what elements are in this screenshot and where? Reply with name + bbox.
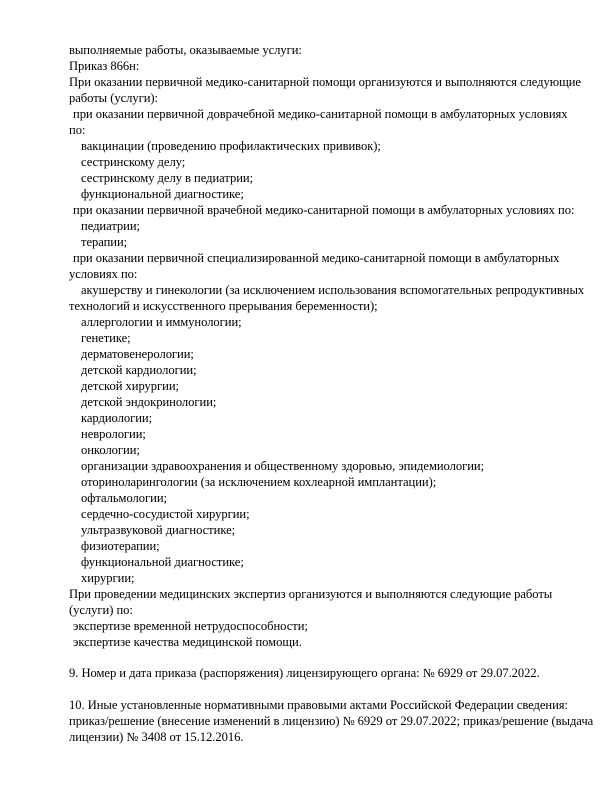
text-line: функциональной диагностике; bbox=[81, 187, 244, 201]
text-line: терапии; bbox=[81, 235, 128, 249]
text-line: экспертизе качества медицинской помощи. bbox=[73, 635, 302, 649]
text-line: педиатрии; bbox=[81, 219, 141, 233]
text-line: организации здравоохранения и общественному здоровью, эпидемиологии; bbox=[81, 459, 485, 473]
text-line: акушерству и гинекологии (за исключением использования вспомогательных репродуктивных bbox=[81, 283, 585, 297]
text-line: (услуги) по: bbox=[69, 603, 133, 617]
text-line: лицензии) № 3408 от 15.12.2016. bbox=[69, 730, 244, 744]
text-line: сестринскому делу; bbox=[81, 155, 186, 169]
text-line: онкологии; bbox=[81, 443, 140, 457]
text-line: детской хирургии; bbox=[81, 379, 179, 393]
text-line: приказ/решение (внесение изменений в лицензию) № 6929 от 29.07.2022; приказ/решение (выдача bbox=[69, 714, 594, 728]
text-line: неврологии; bbox=[81, 427, 146, 441]
text-line: детской эндокринологии; bbox=[81, 395, 217, 409]
text-line: работы (услуги): bbox=[69, 91, 158, 105]
text-line: кардиологии; bbox=[81, 411, 153, 425]
text-line: физиотерапии; bbox=[81, 539, 160, 553]
text-line: сердечно-сосудистой хирургии; bbox=[81, 507, 250, 521]
text-line: при оказании первичной специализированной медико-санитарной помощи в амбулаторных bbox=[73, 251, 560, 265]
text-line: детской кардиологии; bbox=[81, 363, 197, 377]
text-line: выполняемые работы, оказываемые услуги: bbox=[69, 43, 302, 57]
text-line: сестринскому делу в педиатрии; bbox=[81, 171, 254, 185]
text-line: условиях по: bbox=[69, 267, 138, 281]
text-line: по: bbox=[69, 123, 86, 137]
text-line: вакцинации (проведению профилактических прививок); bbox=[81, 139, 381, 153]
text-line: при оказании первичной доврачебной медико-санитарной помощи в амбулаторных условиях bbox=[73, 107, 568, 121]
text-line: оториноларингологии (за исключением кохлеарной имплантации); bbox=[81, 475, 437, 489]
text-line: технологий и искусственного прерывания беременности); bbox=[69, 299, 378, 313]
text-line: офтальмологии; bbox=[81, 491, 167, 505]
text-line: функциональной диагностике; bbox=[81, 555, 244, 569]
section-9-line: 9. Номер и дата приказа (распоряжения) лицензирующего органа: № 6929 от 29.07.2022. bbox=[69, 666, 540, 680]
text-line: ультразвуковой диагностике; bbox=[81, 523, 236, 537]
text-line: При оказании первичной медико-санитарной помощи организуются и выполняются следующие bbox=[69, 75, 581, 89]
text-line: хирургии; bbox=[81, 571, 135, 585]
text-line: При проведении медицинских экспертиз организуются и выполняются следующие работы bbox=[69, 587, 553, 601]
text-line: экспертизе временной нетрудоспособности; bbox=[73, 619, 308, 633]
text-line: аллергологии и иммунологии; bbox=[81, 315, 242, 329]
text-line: при оказании первичной врачебной медико-санитарной помощи в амбулаторных условиях по: bbox=[73, 203, 575, 217]
section-10-line: 10. Иные установленные нормативными правовыми актами Российской Федерации сведения: bbox=[69, 698, 569, 712]
text-line: Приказ 866н: bbox=[69, 59, 140, 73]
text-line: дерматовенерологии; bbox=[81, 347, 194, 361]
text-line: генетике; bbox=[81, 331, 131, 345]
